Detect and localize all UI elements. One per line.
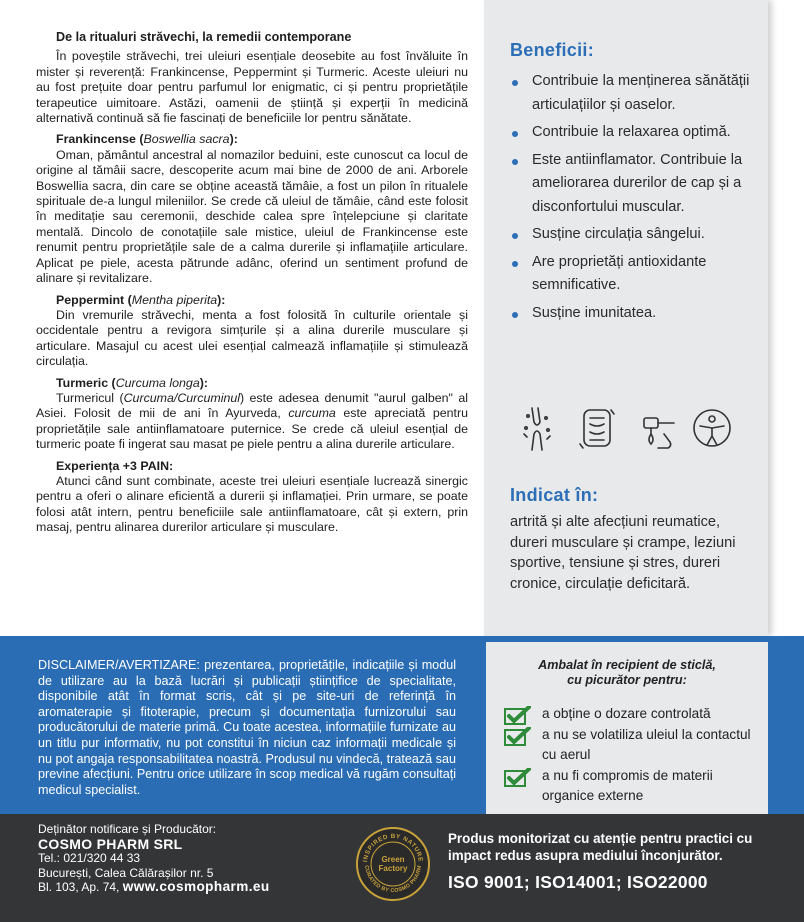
svg-text:Factory: Factory: [378, 864, 408, 873]
turmeric-heading: Turmeric (Curcuma longa):: [56, 375, 208, 390]
footer: [0, 814, 804, 922]
address-line: București, Calea Călărașilor nr. 5: [38, 865, 214, 880]
article-heading: De la ritualuri străvechi, la remedii contemporane: [56, 30, 352, 44]
website-link[interactable]: www.cosmopharm.eu: [122, 879, 270, 895]
svg-text:CURATED BY COSMO PHARM: CURATED BY COSMO PHARM: [362, 864, 424, 895]
indicated-title: Indicat în:: [510, 485, 599, 505]
article: [36, 30, 468, 536]
benefits-list: [512, 70, 762, 329]
dropper-icon: [644, 418, 674, 448]
producer-info: [38, 822, 338, 895]
frankincense-heading: Frankincense (Boswellia sacra):: [56, 132, 238, 147]
svg-text:Green: Green: [381, 855, 405, 864]
benefits-panel: [484, 0, 768, 636]
packaging-item: a nu se volatiliza uleiul la contactul cu aerul: [504, 725, 764, 766]
checkbox-check-icon: [504, 727, 534, 747]
benefit-item: Este antiinflamator. Contribuie la ameliorarea durerilor de cap și a disconfortului muscular.: [512, 149, 762, 220]
bullet-icon: [512, 261, 518, 267]
turmeric-text: Turmericul (Curcuma/Curcuminul) este adesea denumit "aurul galben" al Asiei. Folosit de mii de ani în Ayurveda, curcuma este apreciată pentru proprietățile sale antiinflamatoare puternice. Se crede că uleiul esențial de turmeric poate fi ingerat sau masat pe piele pentru a alina durerile articulare.: [36, 390, 468, 452]
joint-icon: [524, 408, 550, 450]
packaging-list: [504, 704, 764, 807]
benefits-title: Beneficii:: [510, 40, 595, 60]
svg-text:INSPIRED BY NATURE: INSPIRED BY NATURE: [362, 832, 424, 863]
disclaimer-text: DISCLAIMER/AVERTIZARE: prezentarea, proprietățile, indicațiile și modul de utilizare au la bază lucrări și publicații științifice de specialitate, disponibile atât în format scris, cât și pe site-uri de referință în aromaterapie și fitoterapie, precum și documentația furnizorului sau producătorului de materie primă. Cu toate acestea, informațiile furnizate au un titlu pur informativ, nu pot constitui în niciun caz informații medicale și nu pot angaja responsabilitatea noastră. Produsul nu vindecă, tratează sau previne afecțiuni. Pentru orice utilizare în scop medical vă rugăm consultați medicul specialist.: [38, 658, 456, 797]
bullet-icon: [512, 233, 518, 239]
peppermint-text: Din vremurile străvechi, menta a fost folosită în culturile orientale și occidentale pentru a revigora simțurile și a alina durerile musculare și articulare. Masajul cu acest ulei esențial calmează inflamațiile și stimulează circulația.: [36, 307, 468, 369]
packaging-box: [486, 642, 768, 814]
green-factory-seal: [355, 826, 431, 902]
benefit-item: Susține imunitatea.: [512, 302, 762, 326]
frankincense-text: Oman, pământul ancestral al nomazilor beduini, este cunoscut ca locul de origine al tămâii sacre, descoperite acum mai bine de 2000 de ani. Arborele Boswellia sacra, din care se obține această tămâie, a fost un pilon în ritualele spirituale de-a lungul mileniilor. Se crede că uleiul de tămâie, când este folosit în meditație sau ceremonii, deschide calea spre înțelepciune și claritate mentală. Dincolo de conotațiile sale mistice, uleiul de Frankincense este renumit pentru proprietățile sale de a calma durerile și inflamațiile articulare. Aplicat pe piele, acesta pătrunde adânc, oferind un sentiment profund de alinare și revitalizare.: [36, 147, 468, 286]
checkbox-check-icon: [504, 768, 534, 788]
benefit-item: Contribuie la menținerea sănătății articulațiilor și oaselor.: [512, 70, 762, 117]
immunity-icon: [694, 410, 730, 446]
bullet-icon: [512, 312, 518, 318]
peppermint-heading: Peppermint (Mentha piperita):: [56, 292, 226, 307]
benefit-item: Are proprietăți antioxidante semnificative.: [512, 251, 762, 298]
benefit-item: Susține circulația sângelui.: [512, 223, 762, 247]
phone: Tel.: 021/320 44 33: [38, 851, 141, 866]
company-name: COSMO PHARM SRL: [38, 835, 183, 852]
experience-text: Atunci când sunt combinate, aceste trei uleiuri esențiale lucrează sinergic pentru a oferi o alinare eficientă a durerii și inflamației. Prin urmare, se poate folosi atât intern, pentru beneficiile sale antiinflamatoare, cât și extern, prin masaj, pentru alinarea durerilor articulare și musculare.: [36, 473, 468, 535]
bullet-icon: [512, 80, 518, 86]
monitoring-statement: Produs monitorizat cu atenție pentru practici cu impact redus asupra mediului înconjurător.: [448, 831, 753, 863]
indicated-text: artrită și alte afecțiuni reumatice, dureri musculare și crampe, leziuni sportive, tensiune și stres, dureri cronice, circulație deficitară.: [510, 514, 736, 592]
checkbox-check-icon: [504, 706, 534, 726]
benefit-item: Contribuie la relaxarea optimă.: [512, 121, 762, 145]
article-intro: În poveștile străvechi, trei uleiuri esențiale deosebite au fost învăluite în mister și reverență: Frankincense, Peppermint și Turmeric. Aceste uleiuri nu au fost prețuite doar pentru parfumul lor enigmatic, ci și pentru proprietățile terapeutice uimitoare. Astăzi, oamenii de știință și experții în medicină alternativă continuă să fie fascinați de beneficiile lor pentru sănătate.: [36, 49, 468, 126]
iso-certifications: ISO 9001; ISO14001; ISO22000: [448, 872, 708, 892]
bullet-icon: [512, 159, 518, 165]
benefit-icons: [520, 404, 740, 454]
packaging-item: a obține o dozare controlată: [504, 704, 764, 725]
packaging-title: Ambalat în recipient de sticlă, cu picurător pentru:: [538, 658, 716, 687]
address-line: Bl. 103, Ap. 74, www.cosmopharm.eu: [38, 879, 270, 895]
digestion-icon: [580, 410, 614, 448]
producer-label: Deținător notificare și Producător:: [38, 822, 217, 836]
experience-heading: Experiența +3 PAIN:: [56, 458, 174, 473]
packaging-item: a nu fi compromis de materii organice externe: [504, 766, 764, 807]
bullet-icon: [512, 131, 518, 137]
